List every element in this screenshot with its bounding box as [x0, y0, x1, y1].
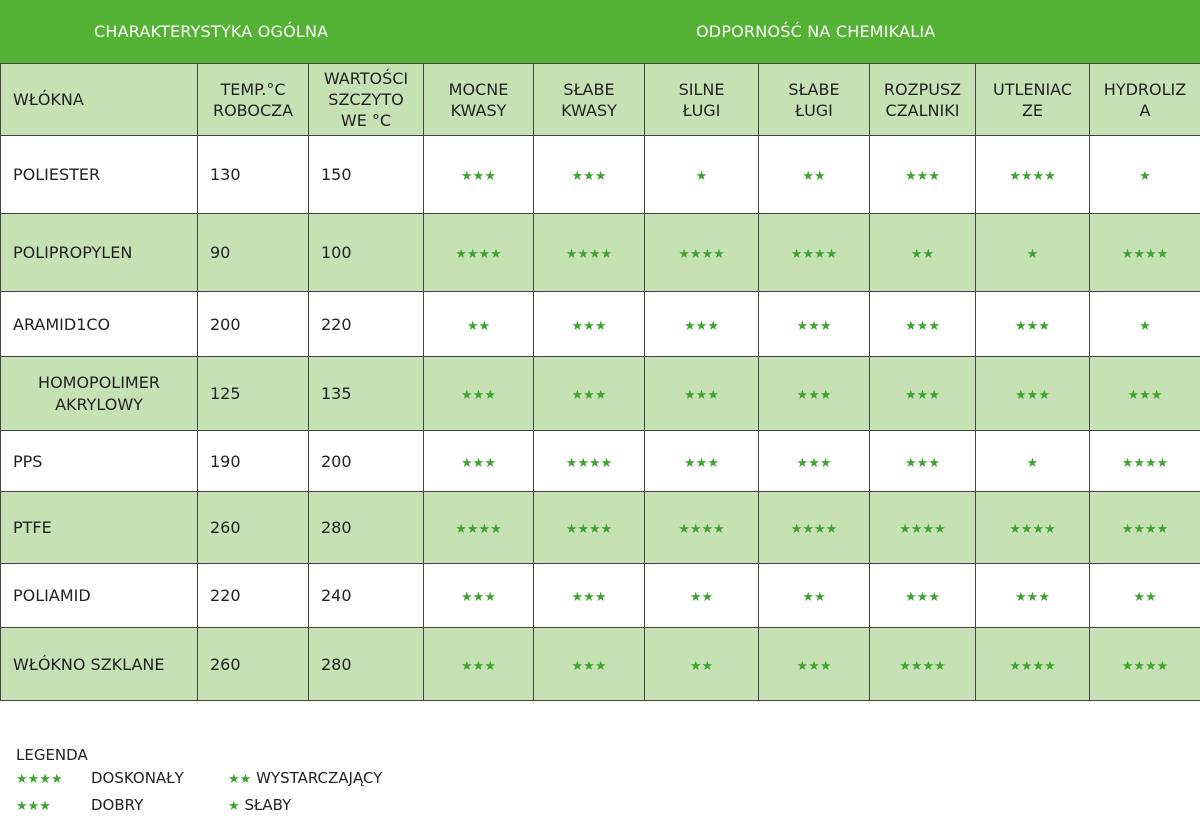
star-rating-icon: ★★★ — [461, 169, 496, 184]
legend-item-good — [16, 796, 144, 814]
star-rating-icon: ★★★★ — [790, 247, 838, 262]
star-rating-icon: ★★★ — [1015, 318, 1050, 334]
star-rating-icon: ★★★ — [684, 388, 719, 403]
star-rating-icon: ★ — [1026, 247, 1039, 262]
star-rating-icon: ★★★★ — [1121, 658, 1169, 674]
column-header-line: CZALNIKI — [885, 100, 960, 120]
fiber-name — [1, 628, 198, 701]
column-header-line: SILNE — [678, 79, 725, 99]
column-header-line: SŁABE — [563, 79, 615, 99]
section-header-bar — [0, 0, 1200, 63]
column-header — [198, 64, 309, 136]
peak-temp: 280 — [309, 492, 424, 564]
legend-item-excellent — [16, 769, 184, 787]
resistance-rating — [1090, 564, 1200, 628]
fiber-name-line: PPS — [13, 451, 43, 471]
column-header — [1090, 64, 1200, 136]
column-header-line: WARTOŚCI — [323, 69, 409, 88]
column-header-row — [1, 64, 1200, 136]
resistance-rating — [534, 292, 645, 357]
fiber-name — [1, 292, 198, 357]
column-header — [645, 64, 759, 136]
column-header-line: MOCNE — [448, 79, 509, 99]
resistance-rating — [870, 431, 976, 492]
column-header — [1, 64, 198, 136]
resistance-rating — [645, 136, 759, 214]
fiber-name-line: ARAMID1CO — [13, 314, 111, 334]
star-rating-icon: ★★ — [802, 590, 826, 605]
star-rating-icon: ★ — [1139, 169, 1151, 184]
column-header-line: ZE — [1021, 100, 1044, 120]
star-rating-icon: ★★★★ — [1121, 247, 1169, 262]
peak-temp: 240 — [309, 564, 424, 628]
star-rating-icon: ★★★★ — [565, 247, 613, 262]
star-rating-icon: ★★★ — [796, 388, 832, 403]
resistance-rating — [424, 357, 534, 431]
fiber-name-line: POLIPROPYLEN — [13, 243, 133, 262]
resistance-rating — [534, 357, 645, 431]
resistance-rating — [645, 431, 759, 492]
resistance-rating — [1090, 292, 1200, 357]
resistance-rating — [424, 292, 534, 357]
star-rating-icon: ★★ — [910, 247, 935, 262]
star-rating-icon: ★★★ — [1127, 388, 1163, 403]
working-temp: 130 — [198, 136, 309, 214]
star-rating-icon: ★★★ — [905, 169, 940, 184]
star-rating-icon: ★★★★ — [455, 247, 502, 262]
resistance-rating — [759, 431, 870, 492]
resistance-rating — [424, 136, 534, 214]
star-rating-icon: ★★★★ — [565, 455, 613, 471]
column-header-line: TEMP.°C — [220, 79, 286, 99]
column-header — [870, 64, 976, 136]
star-rating-icon: ★★★ — [1015, 590, 1050, 605]
resistance-rating — [870, 214, 976, 292]
peak-temp: 220 — [309, 292, 424, 357]
table-row — [1, 564, 1200, 628]
table-row — [1, 492, 1200, 564]
resistance-rating — [976, 431, 1090, 492]
column-header-line: HYDROLIZ — [1103, 79, 1187, 99]
star-rating-icon: ★★★ — [796, 658, 832, 674]
column-header-line: WŁÓKNA — [13, 90, 84, 109]
resistance-rating — [534, 628, 645, 701]
column-header-line: ŁUGI — [795, 100, 833, 120]
star-rating-icon: ★★★★ — [899, 522, 946, 537]
resistance-rating — [1090, 628, 1200, 701]
legend-item-weak — [228, 796, 291, 814]
resistance-rating — [424, 431, 534, 492]
resistance-rating — [870, 492, 976, 564]
table-row — [1, 292, 1200, 357]
resistance-rating — [645, 292, 759, 357]
star-rating-icon: ★★ — [466, 318, 491, 334]
working-temp: 90 — [198, 214, 309, 292]
fiber-name — [1, 431, 198, 492]
column-header-line: UTLENIAC — [992, 79, 1073, 99]
resistance-rating — [976, 214, 1090, 292]
working-temp: 260 — [198, 492, 309, 564]
star-rating-icon: ★★★★ — [1121, 455, 1169, 471]
column-header-line: SŁABE — [788, 79, 840, 99]
resistance-rating — [424, 492, 534, 564]
star-icon: ★ — [228, 799, 240, 814]
star-rating-icon: ★★★ — [905, 318, 940, 334]
column-header — [759, 64, 870, 136]
star-rating-icon: ★★★★ — [1121, 522, 1169, 537]
resistance-rating — [870, 357, 976, 431]
resistance-rating — [424, 628, 534, 701]
resistance-rating — [759, 214, 870, 292]
table-row — [1, 431, 1200, 492]
resistance-rating — [759, 564, 870, 628]
resistance-rating — [534, 431, 645, 492]
resistance-rating — [759, 292, 870, 357]
legend-label: DOBRY — [91, 796, 144, 814]
fiber-name-line: AKRYLOWY — [55, 394, 143, 414]
star-rating-icon: ★★★★ — [678, 522, 725, 537]
fiber-name-line: WŁÓKNO SZKLANE — [13, 654, 165, 674]
star-rating-icon: ★★★ — [461, 590, 496, 605]
resistance-rating — [976, 136, 1090, 214]
resistance-rating — [976, 292, 1090, 357]
table-row — [1, 136, 1200, 214]
fiber-name — [1, 492, 198, 564]
star-rating-icon: ★★★ — [1015, 388, 1050, 403]
fiber-name-line: POLIAMID — [13, 586, 91, 605]
star-rating-icon: ★★★ — [571, 318, 607, 334]
working-temp: 220 — [198, 564, 309, 628]
resistance-rating — [645, 628, 759, 701]
column-header-line: KWASY — [561, 100, 617, 120]
resistance-rating — [645, 214, 759, 292]
star-rating-icon: ★★ — [1133, 590, 1157, 605]
resistance-rating — [976, 628, 1090, 701]
column-header — [309, 64, 424, 136]
column-header-line: A — [1139, 100, 1151, 120]
resistance-rating — [645, 357, 759, 431]
star-icon: ★★★★ — [16, 772, 63, 787]
star-rating-icon: ★★★★ — [1009, 658, 1056, 674]
fiber-name-line: PTFE — [13, 518, 52, 537]
column-header — [424, 64, 534, 136]
star-rating-icon: ★★★ — [461, 388, 496, 403]
star-rating-icon: ★★★ — [461, 455, 496, 471]
fiber-name — [1, 357, 198, 431]
star-icon: ★★★ — [16, 799, 51, 814]
column-header-line: WE °C — [340, 111, 392, 130]
star-rating-icon: ★★★ — [905, 590, 940, 605]
star-rating-icon: ★ — [1026, 455, 1039, 471]
resistance-rating — [534, 136, 645, 214]
resistance-rating — [1090, 492, 1200, 564]
star-rating-icon: ★★★ — [461, 658, 496, 674]
star-rating-icon: ★★ — [689, 590, 714, 605]
resistance-rating — [976, 492, 1090, 564]
section-title-chemical: ODPORNOŚĆ NA CHEMIKALIA — [696, 22, 936, 41]
legend-label: DOSKONAŁY — [91, 769, 184, 787]
star-rating-icon: ★ — [1139, 318, 1151, 334]
resistance-rating — [759, 492, 870, 564]
star-rating-icon: ★★★★ — [1009, 169, 1056, 184]
resistance-rating — [1090, 214, 1200, 292]
star-rating-icon: ★★★ — [571, 169, 607, 184]
column-header-line: ROZPUSZ — [883, 79, 962, 99]
resistance-rating — [1090, 357, 1200, 431]
column-header-line: ŁUGI — [682, 100, 721, 120]
resistance-rating — [534, 492, 645, 564]
star-rating-icon: ★★★ — [571, 388, 607, 403]
resistance-rating — [870, 564, 976, 628]
working-temp: 200 — [198, 292, 309, 357]
resistance-rating — [1090, 431, 1200, 492]
star-rating-icon: ★★ — [802, 169, 826, 184]
resistance-rating — [1090, 136, 1200, 214]
star-rating-icon: ★★ — [689, 658, 714, 674]
resistance-rating — [870, 136, 976, 214]
resistance-rating — [424, 564, 534, 628]
star-rating-icon: ★★★★ — [1009, 522, 1056, 537]
star-rating-icon: ★★★★ — [899, 658, 946, 674]
peak-temp: 200 — [309, 431, 424, 492]
column-header-line: KWASY — [450, 100, 507, 120]
star-rating-icon: ★★★ — [571, 590, 607, 605]
legend-item-sufficient — [228, 769, 382, 787]
column-header-line: SZCZYTO — [328, 90, 404, 109]
resistance-rating — [759, 628, 870, 701]
fiber-properties-table — [0, 63, 1200, 701]
star-rating-icon: ★★★★ — [455, 522, 502, 537]
star-rating-icon: ★★★ — [684, 318, 719, 334]
column-header — [534, 64, 645, 136]
column-header-line: ROBOCZA — [212, 100, 294, 120]
resistance-rating — [870, 628, 976, 701]
legend-label: WYSTARCZAJĄCY — [256, 769, 383, 787]
table-row — [1, 357, 1200, 431]
star-rating-icon: ★★★ — [684, 455, 719, 471]
star-rating-icon: ★★★ — [796, 318, 832, 334]
fiber-name-line: HOMOPOLIMER — [38, 372, 160, 392]
resistance-rating — [870, 292, 976, 357]
star-icon: ★★ — [228, 772, 252, 787]
peak-temp: 280 — [309, 628, 424, 701]
table-row — [1, 628, 1200, 701]
resistance-rating — [645, 492, 759, 564]
working-temp: 125 — [198, 357, 309, 431]
resistance-rating — [534, 214, 645, 292]
table-row — [1, 214, 1200, 292]
resistance-rating — [759, 136, 870, 214]
fiber-name — [1, 214, 198, 292]
fiber-name — [1, 564, 198, 628]
legend-title: LEGENDA — [16, 746, 88, 764]
resistance-rating — [534, 564, 645, 628]
resistance-rating — [759, 357, 870, 431]
peak-temp: 150 — [309, 136, 424, 214]
section-title-general: CHARAKTERYSTYKA OGÓLNA — [94, 22, 329, 41]
resistance-rating — [976, 564, 1090, 628]
star-rating-icon: ★★★ — [905, 388, 940, 403]
star-rating-icon: ★ — [695, 169, 708, 184]
resistance-rating — [645, 564, 759, 628]
star-rating-icon: ★★★ — [571, 658, 607, 674]
resistance-rating — [976, 357, 1090, 431]
peak-temp: 100 — [309, 214, 424, 292]
star-rating-icon: ★★★ — [905, 455, 940, 471]
peak-temp: 135 — [309, 357, 424, 431]
column-header — [976, 64, 1090, 136]
star-rating-icon: ★★★★ — [790, 522, 838, 537]
star-rating-icon: ★★★ — [796, 455, 832, 471]
working-temp: 190 — [198, 431, 309, 492]
star-rating-icon: ★★★★ — [678, 247, 725, 262]
star-rating-icon: ★★★★ — [565, 522, 613, 537]
legend-label: SŁABY — [244, 796, 292, 814]
fiber-name — [1, 136, 198, 214]
resistance-rating — [424, 214, 534, 292]
working-temp: 260 — [198, 628, 309, 701]
fiber-name-line: POLIESTER — [13, 165, 101, 184]
